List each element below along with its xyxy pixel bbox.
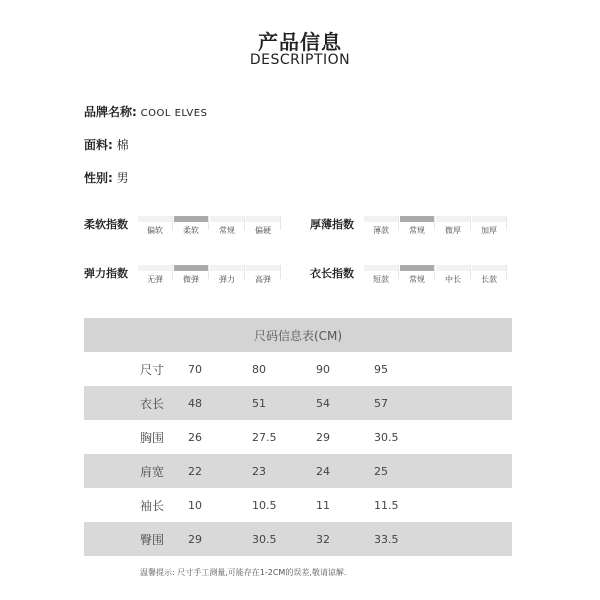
- page-title-en: DESCRIPTION: [249, 52, 351, 68]
- table-cell: 29: [306, 420, 370, 454]
- table-cell: 48: [178, 386, 242, 420]
- table-cell: 30.5: [242, 522, 306, 556]
- row-label: 肩宽: [84, 454, 178, 488]
- row-label: 尺寸: [84, 352, 178, 386]
- table-cell: 33.5: [370, 522, 512, 556]
- row-label: 袖长: [84, 488, 178, 522]
- thickness-option: 微厚: [436, 216, 470, 230]
- table-cell: 80: [242, 352, 306, 386]
- table-cell: 32: [306, 522, 370, 556]
- thickness-option: 薄款: [364, 216, 398, 230]
- row-label: 臀围: [84, 522, 178, 556]
- table-row: [84, 386, 512, 420]
- brand-value: COOL ELVES: [140, 108, 208, 119]
- table-row: [84, 420, 512, 454]
- fabric-key: 面料:: [84, 138, 113, 152]
- thickness-label: 厚薄指数: [310, 218, 354, 231]
- softness-option: 柔软: [174, 216, 208, 230]
- table-row: [84, 352, 512, 386]
- table-cell: 27.5: [242, 420, 306, 454]
- elasticity-option: 微弹: [174, 265, 208, 279]
- elasticity-label: 弹力指数: [84, 267, 128, 280]
- fabric-row: [84, 136, 129, 153]
- softness-option: 偏软: [138, 216, 172, 230]
- fabric-value: 棉: [116, 138, 130, 152]
- softness-scale: [84, 216, 304, 246]
- table-cell: 26: [178, 420, 242, 454]
- table-cell: 25: [370, 454, 512, 488]
- size-table-title: 尺码信息表(CM): [84, 318, 512, 352]
- length-option: 短款: [364, 265, 398, 279]
- table-cell: 57: [370, 386, 512, 420]
- table-cell: 70: [178, 352, 242, 386]
- size-table-header: [84, 318, 512, 352]
- table-cell: 23: [242, 454, 306, 488]
- gender-key: 性别:: [84, 171, 113, 185]
- table-cell: 22: [178, 454, 242, 488]
- table-cell: 90: [306, 352, 370, 386]
- table-cell: 24: [306, 454, 370, 488]
- table-cell: 11.5: [370, 488, 512, 522]
- length-option: 常规: [400, 265, 434, 279]
- thickness-scale: [310, 216, 530, 246]
- table-row: [84, 488, 512, 522]
- gender-row: [84, 169, 129, 186]
- elasticity-option: 高弹: [246, 265, 280, 279]
- thickness-option: 常规: [400, 216, 434, 230]
- table-cell: 30.5: [370, 420, 512, 454]
- length-option: 中长: [436, 265, 470, 279]
- brand-row: [84, 103, 207, 120]
- row-label: 胸围: [84, 420, 178, 454]
- length-label: 衣长指数: [310, 267, 354, 280]
- softness-option: 常规: [210, 216, 244, 230]
- softness-option: 偏硬: [246, 216, 280, 230]
- length-option: 长款: [472, 265, 506, 279]
- size-table: [84, 318, 512, 556]
- footer-note: 温馨提示: 尺寸手工测量,可能存在1-2CM的误差,敬请谅解.: [140, 568, 347, 577]
- table-cell: 51: [242, 386, 306, 420]
- softness-label: 柔软指数: [84, 218, 128, 231]
- table-cell: 29: [178, 522, 242, 556]
- page-title-cn: 产品信息: [258, 30, 342, 54]
- table-row: [84, 454, 512, 488]
- elasticity-option: 无弹: [138, 265, 172, 279]
- gender-value: 男: [116, 171, 130, 185]
- table-row: [84, 522, 512, 556]
- length-scale: [310, 265, 530, 295]
- thickness-option: 加厚: [472, 216, 506, 230]
- table-cell: 10: [178, 488, 242, 522]
- table-cell: 11: [306, 488, 370, 522]
- elasticity-scale: [84, 265, 304, 295]
- table-cell: 54: [306, 386, 370, 420]
- brand-key: 品牌名称:: [84, 105, 137, 119]
- row-label: 衣长: [84, 386, 178, 420]
- table-cell: 10.5: [242, 488, 306, 522]
- table-cell: 95: [370, 352, 512, 386]
- elasticity-option: 弹力: [210, 265, 244, 279]
